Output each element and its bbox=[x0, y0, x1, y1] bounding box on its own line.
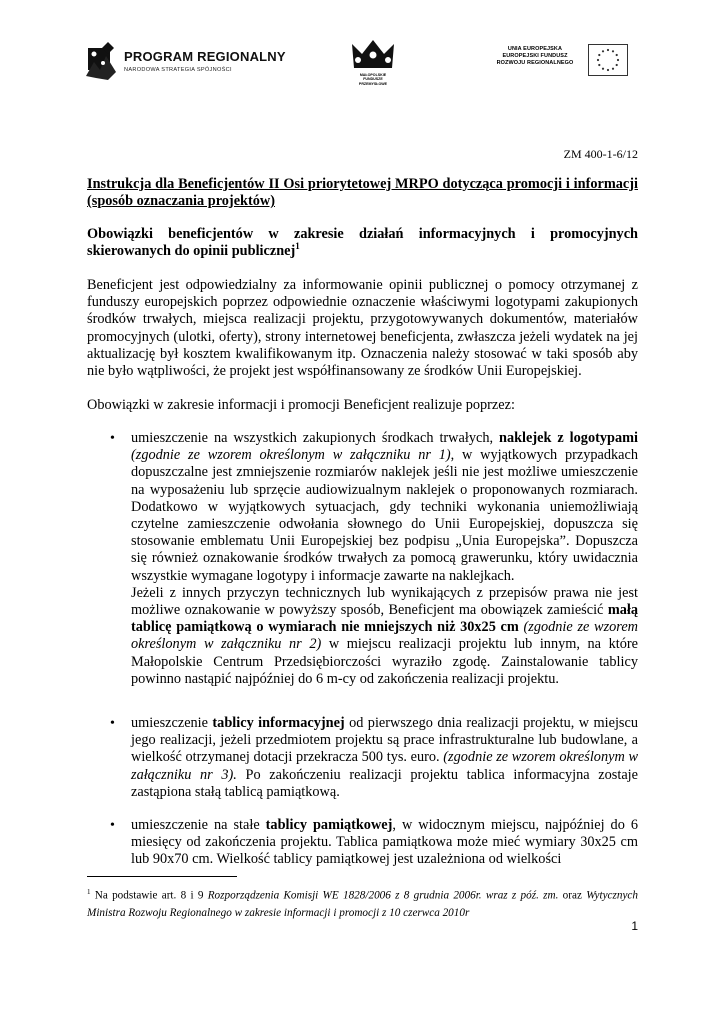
malopolska-logo bbox=[348, 38, 398, 98]
list-item bbox=[87, 715, 638, 801]
section-subtitle-text: Obowiązki beneficjentów w zakresie działań informacyjnych i promocyjnych skierowanych do opinii publicznej bbox=[87, 226, 638, 260]
program-regionalny-logo bbox=[86, 38, 286, 90]
eu-logo-line3: ROZWOJU REGIONALNEGO bbox=[496, 60, 574, 66]
program-regionalny-subtitle: NARODOWA STRATEGIA SPÓJNOŚCI bbox=[124, 67, 232, 73]
footnote-mark: 1 bbox=[87, 888, 91, 896]
list-item bbox=[87, 817, 638, 869]
bullet-icon: • bbox=[110, 431, 115, 446]
document-reference: ZM 400-1-6/12 bbox=[563, 147, 638, 161]
program-regionalny-title: PROGRAM REGIONALNY bbox=[124, 49, 286, 64]
eu-logo-text bbox=[492, 46, 578, 67]
list-item-text: umieszczenie tablicy informacyjnej od pierwszego dnia realizacji projektu, w miejscu jego realizacji, jeżeli przedmiotem projektu są prace infrastrukturalne lub budowlane, a wielkość otrzymanej dotacji przekracza 500 tys. euro. (zgodnie ze wzorem określonym w załączniku nr 3). Po zakończeniu realizacji projektu tablica informacyjna zostaje zastąpiona stałą tablicą pamiątkową. bbox=[131, 715, 638, 800]
crown-icon bbox=[348, 38, 398, 74]
intro-paragraph: Beneficjent jest odpowiedzialny za informowanie opinii publicznej o pomocy otrzymanej z funduszy europejskich poprzez odpowiednie oznaczenie właściwymi logotypami zakupionych środków trwałych, miejsca realizacji projektu, przygotowywanych dokumentów, materiałów promocyjnych (ulotki, oferty), strony internetowej beneficjenta, zwłaszcza jeżeli wydatek na jej aktualizację był kosztem kwalifikowanym itp. Oznaczenia należy stosować w taki sposób aby nie było wątpliwości, że projekt jest współfinansowany ze środków Unii Europejskiej. bbox=[87, 277, 638, 380]
eu-flag-icon bbox=[588, 44, 628, 76]
section-subtitle bbox=[87, 226, 638, 260]
list-item-text: umieszczenie na wszystkich zakupionych środkach trwałych, naklejek z logotypami (zgodnie ze wzorem określonym w załączniku nr 1), w wyjątkowych przypadkach dopuszczalne jest zmniejszenie rozmiarów naklejek jeśli nie jest możliwe umieszczenie na wyposażeniu lub sprzęcie audiowizualnym naklejek o proponowanych rozmiarach. Dodatkowo w wyjątkowych sytuacjach, gdy techniki wykonania uniemożliwiają czytelne zamieszczenie odwołania słownego do Unii Europejskiej, dopuszcza się stosowanie emblematu Unii Europejskiej bez podpisu „Unia Europejska”. Dopuszcza się również oznakowanie środków trwałych za pomocą grawerunku, który uwidacznia wszystkie wymagane logotypy i informacje zawarte na naklejkach. Jeżeli z innych przyczyn technicznych lub wynikających z przepisów prawa nie jest możliwe oznakowanie w powyższy sposób, Beneficjent ma obowiązek zamieścić małą tablicę pamiątkową o wymiarach nie mniejszych niż 30x25 cm (zgodnie ze wzorem określonym w załączniku nr 2) w miejscu realizacji projektu lub innym, na które Małopolskie Centrum Przedsiębiorczości wyraziło zgodę. Zainstalowanie tablicy powinno nastąpić najpóźniej do 6 m-cy od zakończenia realizacji projektu. bbox=[131, 430, 639, 687]
eu-logo-line2: EUROPEJSKI FUNDUSZ bbox=[502, 53, 568, 59]
eu-logo-line1: UNIA EUROPEJSKA bbox=[507, 46, 563, 52]
bullet-icon: • bbox=[110, 716, 115, 731]
list-item bbox=[87, 430, 638, 688]
footnote-divider bbox=[87, 876, 237, 877]
lead-paragraph: Obowiązki w zakresie informacji i promocji Beneficjent realizuje poprzez: bbox=[87, 397, 515, 413]
malopolska-logo-text: MAŁOPOLSKIE FUNDUSZE PRZEMYSŁOWE bbox=[358, 73, 388, 86]
page-number: 1 bbox=[631, 919, 638, 933]
eu-logo bbox=[492, 40, 632, 90]
footnote-ref[interactable]: 1 bbox=[295, 241, 300, 252]
footnote: $^1$ Na podstawie art. 8 i 9 Rozporządzenia Komisji WE 1828/2006 z 8 grudnia 2006r. wraz z póź. zm. oraz Wytycznych Ministra Rozwoju Regionalnego w zakresie informacji i promocji z 10 czerwca 2010r bbox=[87, 888, 638, 919]
logo-bar bbox=[0, 38, 725, 98]
list-item-text: umieszczenie na stałe tablicy pamiątkowej, w widocznym miejscu, najpóźniej do 6 miesięcy od zakończenia projektu. Tablica pamiątkowa może mieć wymiary 30x25 cm lub 90x70 cm. Wielkość tablicy pamiątkowej jest uzależniona od wielkości bbox=[131, 817, 638, 868]
bullet-icon: • bbox=[110, 818, 115, 833]
page-title: Instrukcja dla Beneficjentów II Osi priorytetowej MRPO dotycząca promocji i informacji (sposób oznaczania projektów) bbox=[87, 176, 638, 210]
program-regionalny-emblem-icon bbox=[86, 42, 120, 82]
